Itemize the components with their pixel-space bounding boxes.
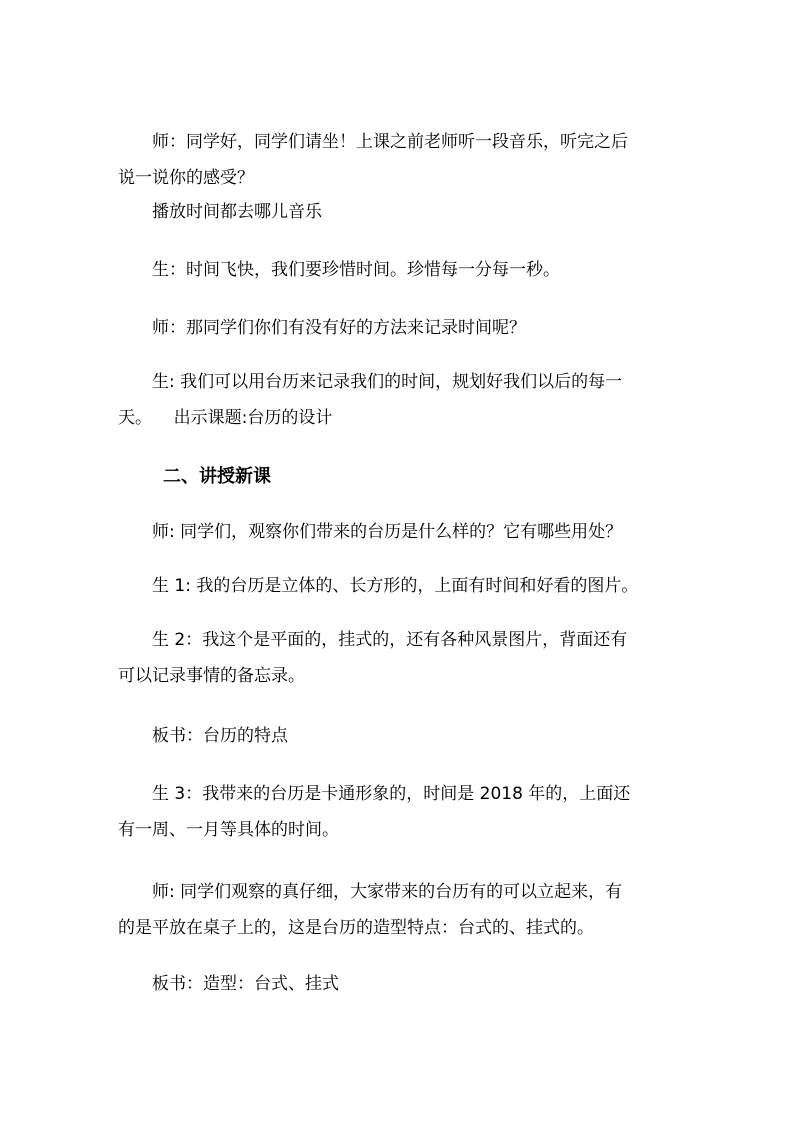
paragraph-5 <box>118 364 678 436</box>
text-line: 天。 出示课题:台历的设计 <box>118 408 333 428</box>
text-line: 师: 同学们，观察你们带来的台历是什么样的？它有哪些用处？ <box>152 522 623 542</box>
text-line: 生 3：我带来的台历是卡通形象的，时间是 2018 年的，上面还 <box>152 784 631 804</box>
text-line: 师：那同学们你们有没有好的方法来记录时间呢？ <box>152 318 526 338</box>
text-line: 说一说你的感受？ <box>118 168 254 188</box>
text-line: 播放时间都去哪儿音乐 <box>152 202 322 222</box>
text-line: 板书：造型：台式、挂式 <box>152 974 339 994</box>
text-line: 师: 同学们观察的真仔细，大家带来的台历有的可以立起来，有 <box>152 882 623 902</box>
paragraph-7 <box>118 568 678 604</box>
text-line: 生：时间飞快，我们要珍惜时间。珍惜每一分每一秒。 <box>152 260 560 280</box>
paragraph-4 <box>118 310 678 346</box>
section-heading: 二、讲授新课 <box>163 466 271 487</box>
text-line: 可以记录事情的备忘录。 <box>118 666 305 686</box>
paragraph-1 <box>118 124 678 196</box>
text-line: 板书：台历的特点 <box>152 726 288 746</box>
paragraph-3 <box>118 252 678 288</box>
paragraph-9 <box>118 718 678 754</box>
paragraph-8 <box>118 622 678 694</box>
text-line: 的是平放在桌子上的，这是台历的造型特点：台式的、挂式的。 <box>118 918 594 938</box>
paragraph-6 <box>118 514 678 550</box>
text-line: 生 1: 我的台历是立体的、长方形的，上面有时间和好看的图片。 <box>152 576 639 596</box>
text-line: 生 2：我这个是平面的，挂式的，还有各种风景图片，背面还有 <box>152 630 628 650</box>
text-line: 师：同学好，同学们请坐！上课之前老师听一段音乐，听完之后 <box>152 132 628 152</box>
text-line: 有一周、一月等具体的时间。 <box>118 820 339 840</box>
text-line: 生: 我们可以用台历来记录我们的时间，规划好我们以后的每一 <box>152 372 623 392</box>
paragraph-12 <box>118 966 678 1002</box>
paragraph-2 <box>118 194 678 230</box>
paragraph-10 <box>118 776 678 848</box>
paragraph-11 <box>118 874 678 946</box>
